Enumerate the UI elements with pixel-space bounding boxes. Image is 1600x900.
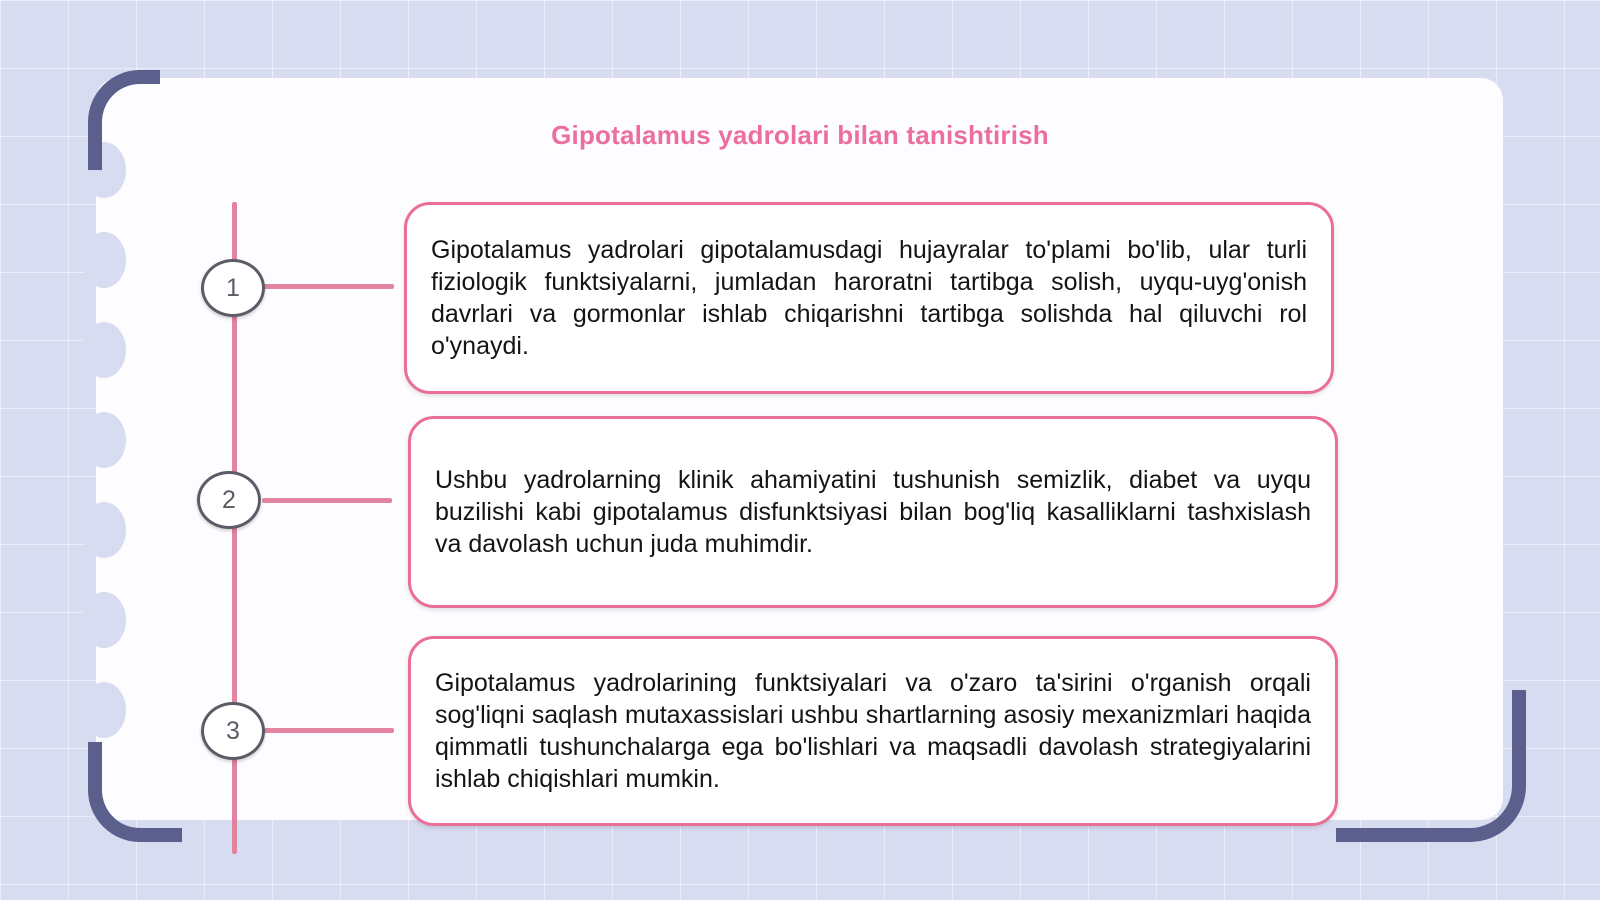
step-number-3: 3 (201, 702, 265, 760)
step-number-1: 1 (201, 259, 265, 317)
corner-bracket-bottom-right (1336, 690, 1526, 842)
slide-title: Gipotalamus yadrolari bilan tanishtirish (551, 120, 1049, 150)
info-card-3 (408, 636, 1338, 826)
scallop-edge (82, 502, 126, 558)
scallop-edge (82, 592, 126, 648)
scallop-edge (82, 412, 126, 468)
timeline-connector-1 (264, 284, 394, 289)
info-card-text: Gipotalamus yadrolarining funktsiyalari va o'zaro ta'sirini o'rganish orqali sog'liqni saqlash mutaxassislari ushbu shartlarning asosiy mexanizmlari haqida qimmatli tushunchalarga ega bo'lishlari va maqsadli davolash strategiyalarini ishlab chiqishlari mumkin. (435, 669, 1311, 793)
info-card-text: Ushbu yadrolarning klinik ahamiyatini tushunish semizlik, diabet va uyqu buzilishi kabi gipotalamus disfunktsiyasi bilan bog'liq kasalliklarni tashxislash va davolash uchun juda muhimdir. (435, 466, 1311, 558)
info-card-2 (408, 416, 1338, 608)
scallop-edge (82, 322, 126, 378)
corner-bracket-bottom-left (88, 742, 182, 842)
scallop-edge (82, 682, 126, 738)
timeline-connector-3 (264, 728, 394, 733)
timeline-connector-2 (262, 498, 392, 503)
info-card-text: Gipotalamus yadrolari gipotalamusdagi hujayralar to'plami bo'lib, ular turli fiziologik funktsiyalarni, jumladan haroratni tartibga solish, uyqu-uyg'onish davrlari va gormonlar ishlab chiqarishni tartibga solishda hal qiluvchi rol o'ynaydi. (431, 236, 1307, 360)
step-number-2: 2 (197, 471, 261, 529)
scallop-edge (82, 232, 126, 288)
info-card-1 (404, 202, 1334, 394)
